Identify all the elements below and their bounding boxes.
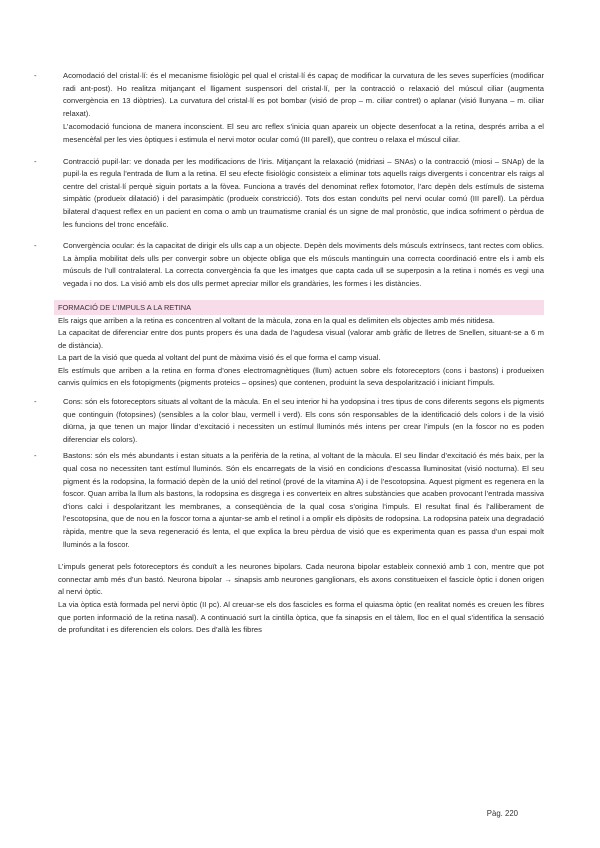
- paragraph: L’impuls generat pels fotoreceptors és conduït a les neurones bipolars. Cada neurona bipolar estableix connexió amb 1 con, mentre que pot connectar amb més d’un bastó. Neurona bipolar → sinapsis amb neurones ganglionars, els axons constitueixen el fascicle òptic i donen origen al nervi òptic.: [58, 562, 544, 597]
- bullet-rods: [34, 450, 544, 551]
- section-heading: FORMACIÓ DE L’IMPULS A LA RETINA: [54, 300, 544, 315]
- paragraph: Contracció pupil·lar: ve donada per les modificacions de l’iris. Mitjançant la relaxació (midriasi – SNAs) o la contracció (miosi – SNAp) de la pupil·la es regula l’entrada de llum a la retina. El seu efecte fisiològic consisteix a eliminar tots aquells raigs divergents i concentrar els raigs al centre del cristal·lí perquè siguin portats a la fòvea. Funciona a través del denominat reflex fotomotor, l’arc depèn dels estímuls de sistema simpàtic (produeix dilatació) i del parasimpàtic (produeix constricció). Tots dos estan conduïts pel nervi ocular comú (III parell). La pèrdua bilateral d’aquest reflex en un pacient en coma o amb un traumatisme cranial és un signe de mal pronòstic, que indica sofriment o pèrdua de les funcions del tronc encefàlic.: [63, 156, 544, 229]
- paragraph: L’acomodació funciona de manera inconscient. El seu arc reflex s’inicia quan apareix un objecte desenfocat a la retina, després arriba a el mesencèfal per les vies òptiques i estimula el nervi motor ocular comú (III parell), que contreu o relaxa el múscul ciliar.: [63, 122, 544, 144]
- paragraph: La capacitat de diferenciar entre dos punts propers és una dada de l’agudesa visual (valorar amb gràfic de lletres de Snellen, situant-se a 6 m de distància).: [58, 328, 544, 350]
- paragraph: Acomodació del cristal·lí: és el mecanisme fisiològic pel qual el cristal·lí és capaç de modificar la curvatura de les seves superfícies (modificar radi ant-post). Ho realitza mitjançant el lligament suspensori del cristal·lí, per la contracció o relaxació del múscul ciliar (augmenta convergència en 13 diòptries). La curvatura del cristal·lí es pot bombar (visió de prop – m. ciliar contret) o aplanar (visió llunyana – m. ciliar relaxat).: [63, 71, 544, 118]
- bullet-marker: -: [34, 241, 37, 251]
- bullet-marker: -: [34, 451, 37, 461]
- bullet-accommodation: [34, 70, 544, 147]
- bullet-ocular-convergence: [34, 240, 544, 290]
- page-number: Pàg. 220: [486, 809, 518, 818]
- paragraph: Convergència ocular: és la capacitat de dirigir els ulls cap a un objecte. Depèn dels moviments dels músculs extrínsecs, tant rectes com oblics. La àmplia mobilitat dels ulls per convergir sobre un objecte obliga que els músculs mantinguin una correcta coordinació entre els i amb els músculs de l’ull contralateral. La correcta convergència fa que les imatges que capta cada ull se superposin a la retina i només es vegi una vegada i no dos. La visió amb els dos ulls permet apreciar millor els grandàries, les formes i les distàncies.: [63, 241, 544, 288]
- paragraph: La part de la visió que queda al voltant del punt de màxima visió és el que forma el camp visual.: [58, 353, 381, 363]
- bullet-cones: [34, 396, 544, 446]
- bullet-pupil-contraction: [34, 156, 544, 232]
- paragraph: Cons: són els fotoreceptors situats al voltant de la màcula. En el seu interior hi ha yodopsina i tres tipus de cons diferents segons els pigments que continguin (fotopsines) (sensibles a la color blau, vermell i verd). Els cons són responsables de la identificació dels colors i de la visió diürna, ja que tenen un major llindar d’excitació i necessiten un estímul lluminós més intens per crear l’impuls (en la foscor no es poden diferenciar els colors).: [63, 397, 544, 444]
- bullet-marker: -: [34, 156, 37, 166]
- bullet-marker: -: [34, 397, 37, 407]
- section-intro: [58, 315, 544, 391]
- paragraph: Els raigs que arriben a la retina es concentren al voltant de la màcula, zona en la qual es delimiten els objectes amb més nitidesa.: [58, 315, 495, 325]
- paragraph: Els estímuls que arriben a la retina en forma d’ones electromagnètiques (llum) actuen sobre els fotoreceptors (cons i bastons) i produeixen canvis químics en els fotopigments (pigments proteics – opsines) que contenen, produint la seva despolarització i iniciant l’impuls.: [58, 365, 544, 388]
- photoreceptor-bullet-list: [34, 396, 544, 551]
- paragraph: Bastons: són els més abundants i estan situats a la perifèria de la retina, al voltant de la màcula. El seu llindar d’excitació és més baix, per la qual cosa no necessiten tant estímul lluminós. Són els encarregats de la visió en condicions d’escassa lluminositat (visió nocturna). El seu pigment és la rodopsina, la formació depèn de la unió del retinol (prové de la vitamina A) i de l’escotopsina. Aquest pigment es regenera en la foscor. Quan arriba la llum als bastons, la rodopsina es disgrega i es converteix en altres substàncies que acaben provocant l’entrada massiva d’ions calci i despolaritzant les membranes, a conseqüència de la qual cosa s’origina l’impuls. El resultat final és l’alliberament de l’escotopsina, que de nou en la foscor torna a ajuntar-se amb el retinol i a omplir els dipòsits de rodopsina. La rodopsina pateix una degradació ràpida, mentre que la seva regeneració és lenta, el que explica la breu pèrdua de visió que es experimenta quan es passa d’un espai molt lluminós a la foscor.: [63, 451, 544, 549]
- top-bullet-list: [34, 70, 544, 291]
- section-optic-pathway: [58, 561, 544, 637]
- paragraph: La via òptica està formada pel nervi òptic (II pc). Al creuar-se els dos fascicles es forma el quiasma òptic (en realitat només es creuen les fibres que porten informació de la retina nasal). A continuació surt la cintilla òptica, que fa sinapsis en el tàlem, lloc en el qual s’identifica la sensació de profunditat i es diferencien els colors. Des d’allà les fibres: [58, 599, 544, 635]
- page-body: [34, 70, 544, 637]
- bullet-marker: -: [34, 71, 37, 80]
